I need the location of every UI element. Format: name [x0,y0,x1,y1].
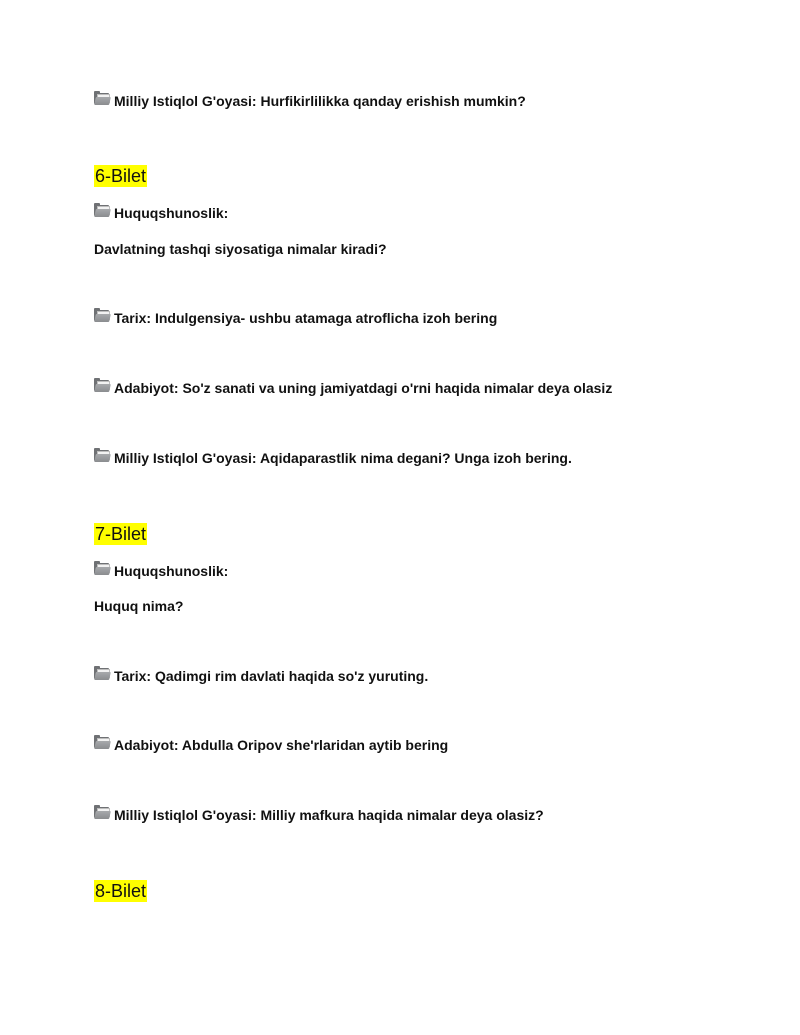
question-text: Huquqshunoslik: [114,205,229,221]
folder-icon [94,737,110,749]
folder-icon [94,807,110,819]
question-line [94,449,572,467]
question-line [94,92,526,110]
question-text: Huquqshunoslik: [114,563,229,579]
question-line [94,736,448,754]
question-paragraph: Davlatning tashqi siyosatiga nimalar kiradi? [94,241,387,257]
folder-icon [94,205,110,217]
question-text: Milliy Istiqlol G'oyasi: Hurfikirlilikka qanday erishish mumkin? [114,93,526,109]
question-line [94,204,228,222]
folder-icon [94,563,110,575]
question-text: Tarix: Indulgensiya- ushbu atamaga atroflicha izoh bering [114,310,498,326]
question-line [94,562,228,580]
question-text: Milliy Istiqlol G'oyasi: Aqidaparastlik nima degani? Unga izoh bering. [114,450,572,466]
folder-icon [94,668,110,680]
question-line [94,806,544,824]
question-line [94,379,612,397]
question-text: Milliy Istiqlol G'oyasi: Milliy mafkura haqida nimalar deya olasiz? [114,807,544,823]
bilet-heading: 8-Bilet [95,881,147,901]
question-line [94,667,428,685]
question-line [94,309,497,327]
question-paragraph: Huquq nima? [94,598,184,614]
folder-icon [94,310,110,322]
question-text: Adabiyot: Abdulla Oripov she'rlaridan aytib bering [114,737,449,753]
folder-icon [94,380,110,392]
bilet-heading: 7-Bilet [95,524,147,544]
bilet-heading: 6-Bilet [95,166,147,186]
question-text: Adabiyot: So'z sanati va uning jamiyatdagi o'rni haqida nimalar deya olasiz [114,380,613,396]
folder-icon [94,93,110,105]
folder-icon [94,450,110,462]
question-text: Tarix: Qadimgi rim davlati haqida so'z yuruting. [114,668,429,684]
